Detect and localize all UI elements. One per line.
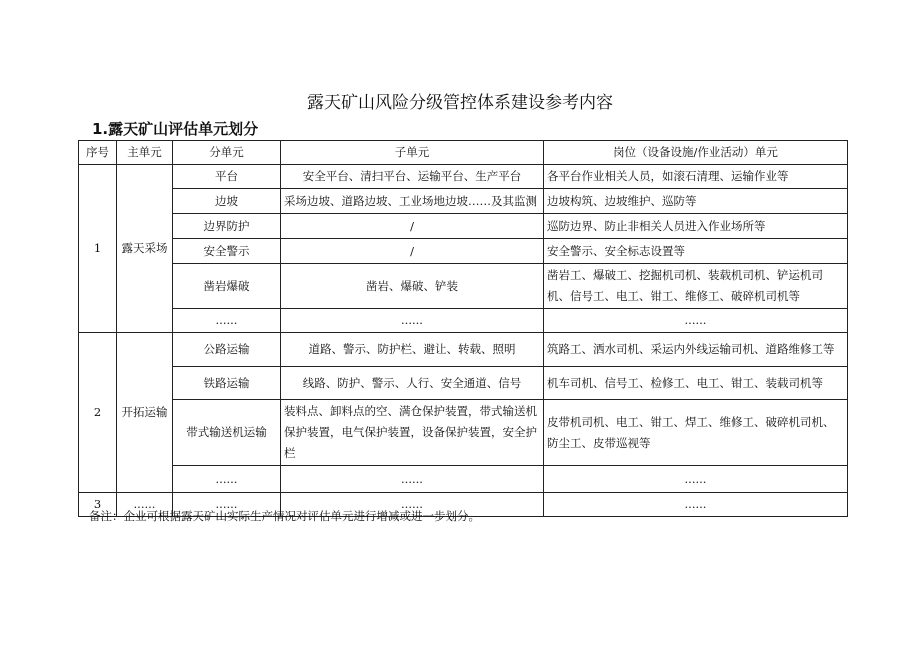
child-unit-cell: ...... [281, 309, 544, 333]
group-no-cell: 3 [79, 493, 117, 517]
header-main-unit: 主单元 [117, 141, 173, 165]
child-unit-cell: ...... [281, 466, 544, 493]
post-unit-cell: ...... [544, 493, 848, 517]
assessment-unit-table [78, 140, 848, 517]
sub-unit-cell: 凿岩爆破 [173, 264, 281, 309]
post-unit-cell: 凿岩工、爆破工、挖掘机司机、装载机司机、铲运机司机、信号工、电工、钳工、维修工、破碎机司机等 [544, 264, 848, 309]
group-no-cell: 1 [79, 165, 117, 333]
table-row [79, 214, 848, 239]
sub-unit-cell: 带式输送机运输 [173, 400, 281, 466]
child-unit-cell: 安全平台、清扫平台、运输平台、生产平台 [281, 165, 544, 189]
document-title: 露天矿山风险分级管控体系建设参考内容 [307, 93, 613, 113]
table-row [79, 333, 848, 367]
child-unit-cell: 装料点、卸料点的空、满仓保护装置，带式输送机保护装置，电气保护装置，设备保护装置，安全护栏 [281, 400, 544, 466]
child-unit-cell: / [281, 239, 544, 264]
table-row [79, 367, 848, 400]
post-unit-cell: 边坡构筑、边坡维护、巡防等 [544, 189, 848, 214]
child-unit-cell: ...... [281, 493, 544, 517]
table-row [79, 466, 848, 493]
post-unit-cell: 各平台作业相关人员，如滚石清理、运输作业等 [544, 165, 848, 189]
table-row [79, 189, 848, 214]
sub-unit-cell: 平台 [173, 165, 281, 189]
table-row [79, 264, 848, 309]
post-unit-cell: ...... [544, 466, 848, 493]
sub-unit-cell: 铁路运输 [173, 367, 281, 400]
main-unit-cell: 露天采场 [117, 165, 173, 333]
footnote: 备注：企业可根据露天矿山实际生产情况对评估单元进行增减或进一步划分。 [89, 509, 480, 523]
table-row [79, 165, 848, 189]
post-unit-cell: ...... [544, 309, 848, 333]
post-unit-cell: 机车司机、信号工、检修工、电工、钳工、装载司机等 [544, 367, 848, 400]
table-row [79, 239, 848, 264]
main-unit-cell: 开拓运输 [117, 333, 173, 493]
post-unit-cell: 安全警示、安全标志设置等 [544, 239, 848, 264]
sub-unit-cell: ...... [173, 309, 281, 333]
sub-unit-cell: ...... [173, 466, 281, 493]
post-unit-cell: 筑路工、洒水司机、采运内外线运输司机、道路维修工等 [544, 333, 848, 367]
header-sub-unit: 分单元 [173, 141, 281, 165]
post-unit-cell: 巡防边界、防止非相关人员进入作业场所等 [544, 214, 848, 239]
table-header-row [79, 141, 848, 165]
main-unit-cell: ...... [117, 493, 173, 517]
table-row [79, 309, 848, 333]
header-no: 序号 [79, 141, 117, 165]
sub-unit-cell: 边坡 [173, 189, 281, 214]
table-row [79, 400, 848, 466]
child-unit-cell: 凿岩、爆破、铲装 [281, 264, 544, 309]
header-child-unit: 子单元 [281, 141, 544, 165]
header-post-unit: 岗位（设备设施/作业活动）单元 [544, 141, 848, 165]
sub-unit-cell: 公路运输 [173, 333, 281, 367]
child-unit-cell: 道路、警示、防护栏、避让、转载、照明 [281, 333, 544, 367]
post-unit-cell: 皮带机司机、电工、钳工、焊工、维修工、破碎机司机、防尘工、皮带巡视等 [544, 400, 848, 466]
child-unit-cell: 线路、防护、警示、人行、安全通道、信号 [281, 367, 544, 400]
child-unit-cell: 采场边坡、道路边坡、工业场地边坡……及其监测 [281, 189, 544, 214]
sub-unit-cell: ...... [173, 493, 281, 517]
group-no-cell: 2 [79, 333, 117, 493]
child-unit-cell: / [281, 214, 544, 239]
sub-unit-cell: 安全警示 [173, 239, 281, 264]
sub-unit-cell: 边界防护 [173, 214, 281, 239]
section-heading: 1.露天矿山评估单元划分 [92, 120, 259, 138]
